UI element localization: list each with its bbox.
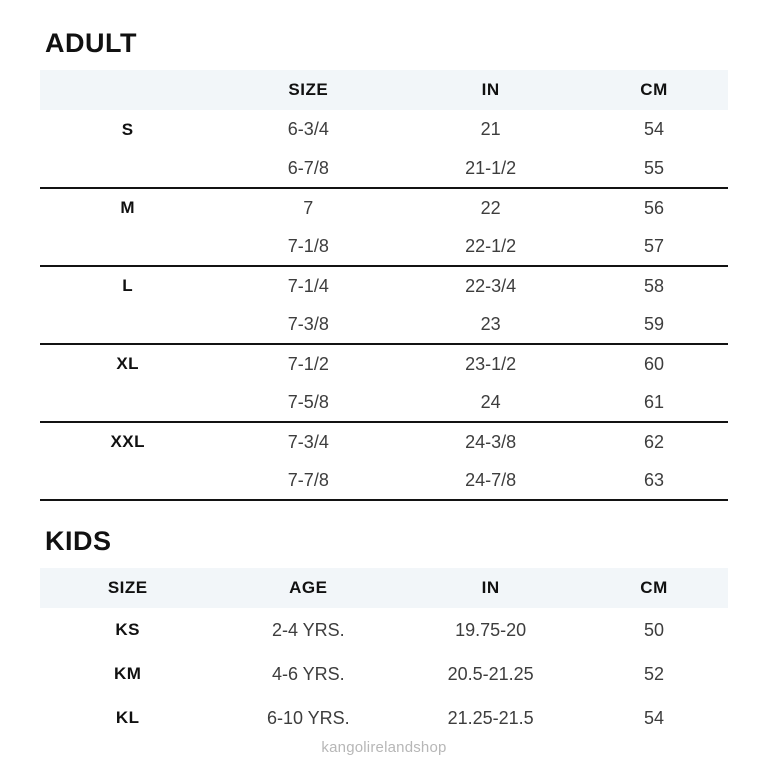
cm-cell: 62 bbox=[644, 431, 665, 452]
table-row bbox=[40, 110, 728, 149]
size-label-cell: KS bbox=[115, 620, 141, 639]
inches-cell: 23 bbox=[401, 305, 580, 344]
table-row bbox=[40, 696, 728, 740]
cm-cell: 56 bbox=[644, 197, 665, 218]
hat-size-cell: 7-1/8 bbox=[215, 227, 401, 266]
size-label-cell bbox=[40, 461, 215, 500]
inches-cell: 21.25-21.5 bbox=[447, 707, 534, 728]
table-row bbox=[40, 383, 728, 422]
inches-cell: 22-3/4 bbox=[465, 275, 517, 296]
table-row bbox=[40, 344, 728, 383]
size-label-cell: KM bbox=[113, 664, 142, 683]
site-watermark: kangolirelandshop bbox=[321, 739, 447, 756]
size-label-cell bbox=[40, 227, 215, 266]
inches-cell: 21 bbox=[480, 119, 501, 139]
cm-cell: 55 bbox=[580, 149, 728, 188]
table-row bbox=[40, 608, 728, 652]
cm-cell: 57 bbox=[580, 227, 728, 266]
cm-cell: 54 bbox=[644, 707, 665, 728]
table-row bbox=[40, 305, 728, 344]
adult-size-table bbox=[40, 70, 728, 501]
table-row bbox=[40, 227, 728, 266]
size-label-cell: M bbox=[120, 198, 136, 217]
cm-cell: 63 bbox=[580, 461, 728, 500]
cm-cell: 59 bbox=[580, 305, 728, 344]
kids-table-header bbox=[40, 568, 728, 608]
adult-header-size: SIZE bbox=[215, 70, 401, 110]
inches-cell: 24-3/8 bbox=[465, 431, 517, 452]
size-label-cell bbox=[40, 305, 215, 344]
kids-header-in: IN bbox=[401, 568, 580, 608]
cm-cell: 54 bbox=[644, 119, 665, 139]
kids-header-row bbox=[40, 568, 728, 608]
hat-size-cell: 6-7/8 bbox=[215, 149, 401, 188]
inches-cell: 19.75-20 bbox=[455, 619, 527, 640]
adult-header-in: IN bbox=[401, 70, 580, 110]
cm-cell: 58 bbox=[644, 275, 665, 296]
size-label-cell: L bbox=[122, 276, 134, 295]
cm-cell: 61 bbox=[580, 383, 728, 422]
table-row bbox=[40, 266, 728, 305]
inches-cell: 24-7/8 bbox=[401, 461, 580, 500]
inches-cell: 22-1/2 bbox=[401, 227, 580, 266]
hat-size-cell: 7-1/4 bbox=[287, 275, 329, 296]
age-cell: 2-4 YRS. bbox=[271, 619, 345, 640]
size-label-cell bbox=[40, 149, 215, 188]
adult-header-cm: CM bbox=[580, 70, 728, 110]
kids-header-cm: CM bbox=[580, 568, 728, 608]
size-label-cell: XL bbox=[116, 354, 140, 373]
size-label-cell bbox=[40, 383, 215, 422]
size-label-cell: XXL bbox=[110, 432, 145, 451]
hat-size-cell: 7-5/8 bbox=[215, 383, 401, 422]
cm-cell: 50 bbox=[644, 619, 665, 640]
kids-size-table bbox=[40, 568, 728, 740]
adult-section-title: ADULT bbox=[45, 28, 137, 58]
inches-cell: 24 bbox=[401, 383, 580, 422]
adult-header-blank bbox=[40, 70, 215, 110]
hat-size-cell: 7-3/8 bbox=[215, 305, 401, 344]
adult-header-row bbox=[40, 70, 728, 110]
cm-cell: 52 bbox=[644, 663, 665, 684]
adult-table-header bbox=[40, 70, 728, 110]
age-cell: 4-6 YRS. bbox=[271, 663, 345, 684]
inches-cell: 21-1/2 bbox=[401, 149, 580, 188]
table-row bbox=[40, 461, 728, 500]
kids-section-title: KIDS bbox=[45, 526, 112, 556]
table-row bbox=[40, 652, 728, 696]
inches-cell: 22 bbox=[480, 197, 501, 218]
kids-header-age: AGE bbox=[215, 568, 401, 608]
age-cell: 6-10 YRS. bbox=[266, 707, 350, 728]
cm-cell: 60 bbox=[644, 353, 665, 374]
kids-header-size: SIZE bbox=[40, 568, 215, 608]
size-label-cell: S bbox=[121, 119, 134, 139]
hat-size-cell: 7 bbox=[303, 197, 314, 218]
hat-size-cell: 7-3/4 bbox=[287, 431, 329, 452]
table-row bbox=[40, 149, 728, 188]
table-row bbox=[40, 422, 728, 461]
hat-size-cell: 6-3/4 bbox=[287, 119, 329, 139]
inches-cell: 20.5-21.25 bbox=[447, 663, 534, 684]
table-row bbox=[40, 188, 728, 227]
hat-size-cell: 7-7/8 bbox=[215, 461, 401, 500]
size-label-cell: KL bbox=[115, 708, 140, 727]
hat-size-cell: 7-1/2 bbox=[287, 353, 329, 374]
inches-cell: 23-1/2 bbox=[465, 353, 517, 374]
